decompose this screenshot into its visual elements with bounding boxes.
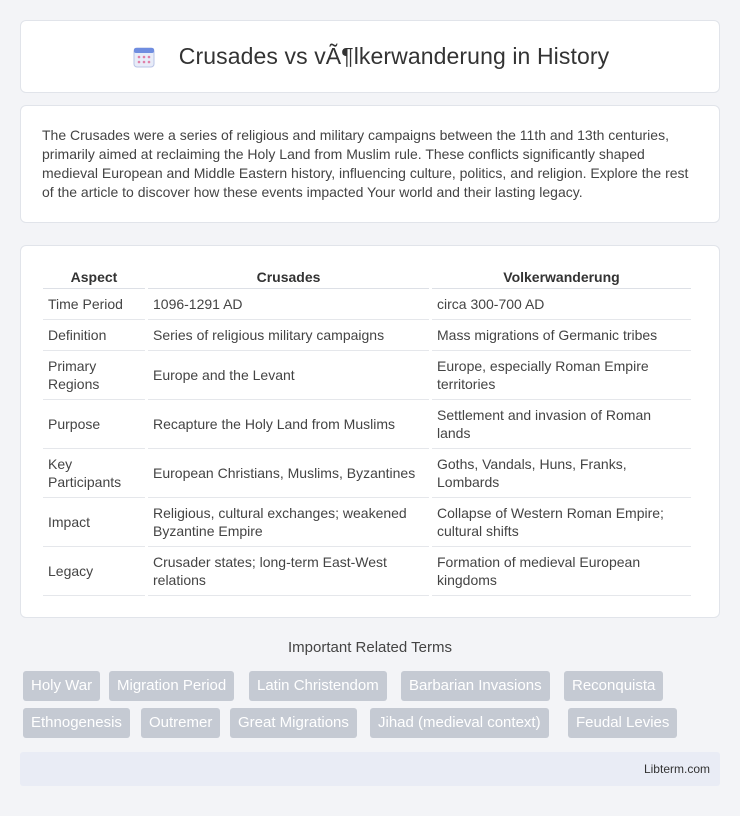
header-aspect: Aspect: [43, 264, 145, 289]
table-row: [43, 400, 691, 449]
comparison-table: [40, 264, 694, 596]
table-cell: Religious, cultural exchanges; weakened Byzantine Empire: [148, 498, 429, 547]
table-cell: Primary Regions: [43, 351, 145, 400]
table-cell: Key Participants: [43, 449, 145, 498]
tag-holy-war[interactable]: Holy War: [23, 671, 100, 701]
table-cell: Mass migrations of Germanic tribes: [432, 320, 691, 351]
tag-great-migrations[interactable]: Great Migrations: [230, 708, 357, 738]
tag-jihad[interactable]: Jihad (medieval context): [370, 708, 549, 738]
calendar-icon: [131, 44, 157, 70]
tag-ethnogenesis[interactable]: Ethnogenesis: [23, 708, 130, 738]
table-cell: Series of religious military campaigns: [148, 320, 429, 351]
table-cell: Goths, Vandals, Huns, Franks, Lombards: [432, 449, 691, 498]
table-row: [43, 320, 691, 351]
header-crusades: Crusades: [148, 264, 429, 289]
table-row: [43, 351, 691, 400]
table-cell: 1096-1291 AD: [148, 289, 429, 320]
table-cell: Collapse of Western Roman Empire; cultural shifts: [432, 498, 691, 547]
table-cell: circa 300-700 AD: [432, 289, 691, 320]
tag-feudal-levies[interactable]: Feudal Levies: [568, 708, 677, 738]
table-cell: European Christians, Muslims, Byzantines: [148, 449, 429, 498]
table-cell: Impact: [43, 498, 145, 547]
related-terms-title: Important Related Terms: [288, 639, 452, 656]
tag-barbarian-invasions[interactable]: Barbarian Invasions: [401, 671, 550, 701]
footer: [20, 752, 720, 786]
intro-text: The Crusades were a series of religious and military campaigns between the 11th and 13th centuries, primarily aimed at reclaiming the Holy Land from Muslim rule. These conflicts significantly shaped medieval European and Middle Eastern history, influencing culture, politics, and religion. Explore the rest of the article to discover how these events impacted Your world and their lasting legacy.: [42, 127, 689, 200]
table-cell: Settlement and invasion of Roman lands: [432, 400, 691, 449]
table-cell: Legacy: [43, 547, 145, 596]
table-row: [43, 498, 691, 547]
page-title: Crusades vs vÃ¶lkerwanderung in History: [178, 43, 610, 69]
tag-reconquista[interactable]: Reconquista: [564, 671, 663, 701]
table-row: [43, 289, 691, 320]
table-row: [43, 449, 691, 498]
table-cell: Time Period: [43, 289, 145, 320]
table-cell: Crusader states; long-term East-West relations: [148, 547, 429, 596]
comparison-card: [20, 245, 720, 618]
footer-brand[interactable]: Libterm.com: [643, 762, 710, 776]
tag-migration-period[interactable]: Migration Period: [109, 671, 234, 701]
header-volkerwanderung: Volkerwanderung: [432, 264, 691, 289]
table-cell: Recapture the Holy Land from Muslims: [148, 400, 429, 449]
table-cell: Purpose: [43, 400, 145, 449]
table-row: [43, 547, 691, 596]
table-header-row: [43, 264, 691, 289]
table-cell: Definition: [43, 320, 145, 351]
table-cell: Europe and the Levant: [148, 351, 429, 400]
intro-card: [20, 105, 720, 223]
table-cell: Formation of medieval European kingdoms: [432, 547, 691, 596]
table-cell: Europe, especially Roman Empire territories: [432, 351, 691, 400]
header-card: [20, 20, 720, 93]
tag-latin-christendom[interactable]: Latin Christendom: [249, 671, 387, 701]
tag-outremer[interactable]: Outremer: [141, 708, 220, 738]
